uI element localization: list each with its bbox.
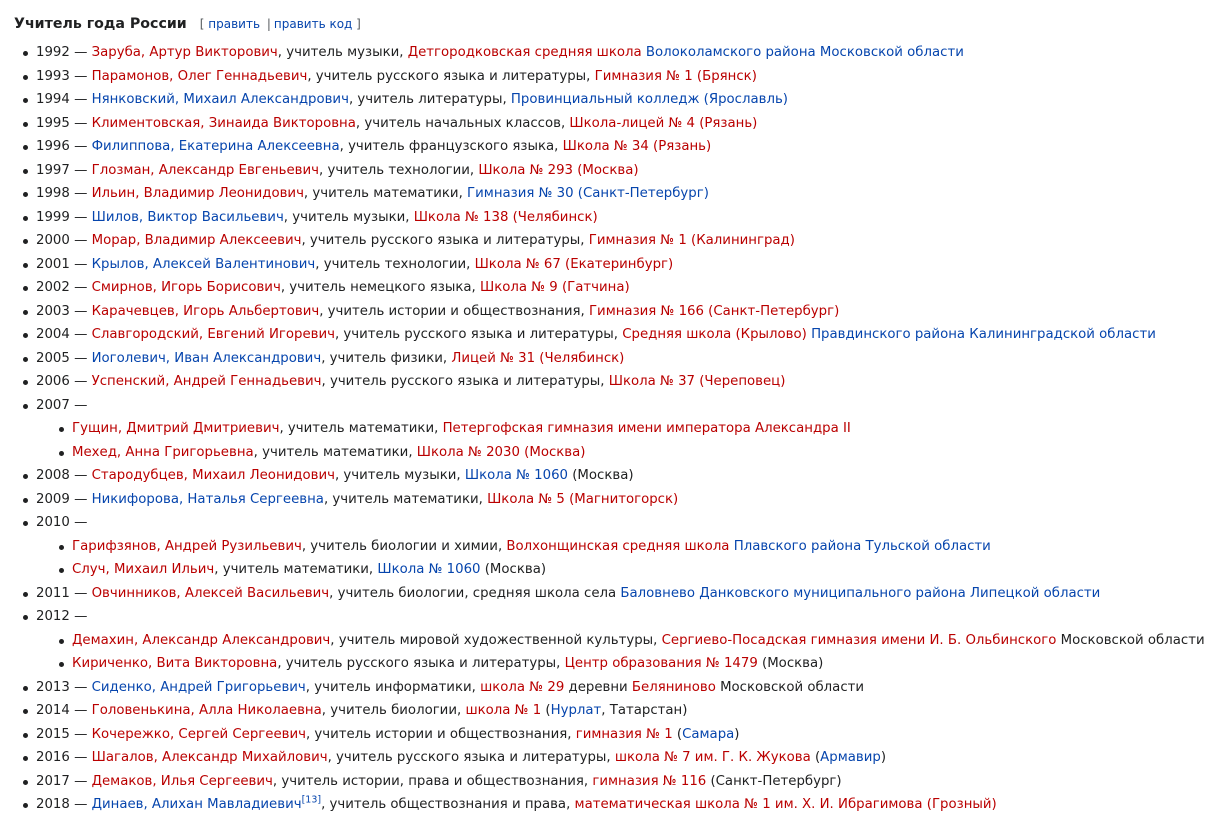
entry-text: ( [810,750,821,765]
entry-link[interactable]: Демахин, Александр Александрович [72,632,331,648]
entry-link[interactable]: Волоколамского района [645,45,816,60]
entry-text: (Санкт-Петербург) [706,773,842,789]
edit-code-link[interactable]: править код [273,17,353,31]
entry-text: , учитель русского языка и литературы, [307,68,595,84]
entry-link[interactable]: Школа № 34 (Рязань) [562,139,712,154]
list-item [22,206,1116,230]
entry-text: 2006 — [36,374,92,389]
entry-text: , учитель информатики, [305,679,481,695]
list-item [22,159,1116,183]
entry-link[interactable]: Смирнов, Игорь Борисович [91,280,281,295]
list-item [22,676,1116,700]
entry-link[interactable]: Шагалов, Александр Михайлович [91,750,328,765]
sub-list-item [58,535,1116,559]
entry-text: ( [541,703,551,718]
entry-link[interactable]: школа № 1 [465,703,542,718]
list-item [22,88,1116,112]
entry-text: 2011 — [36,585,92,601]
list-item [22,300,1116,324]
entry-link[interactable]: Провинциальный колледж (Ярославль) [510,92,788,107]
list-item [22,511,1116,582]
entry-text: 2012 — [36,609,88,624]
entry-text: 1993 — [36,68,92,84]
entry-text: , учитель математики, [214,562,378,577]
entry-link[interactable]: Гимназия № 1 (Брянск) [594,68,757,84]
entry-text: , учитель русского языка и литературы, [334,327,623,342]
entry-text: , учитель музыки, [277,45,408,60]
entry-text: , учитель истории и обществознания, [305,726,576,742]
entry-text: ) [880,750,887,765]
entry-text: , учитель немецкого языка, [280,280,480,295]
list-item [22,699,1116,723]
entry-text: 2007 — [36,397,88,413]
entry-text: 2004 — [36,327,92,342]
entry-link[interactable]: Сергиево-Посадская гимназия имени И. Б. Ольбинского [661,632,1057,648]
edit-section-links [200,13,361,35]
entry-link[interactable]: Гимназия № 166 (Санкт-Петербург) [588,303,840,319]
entry-link[interactable]: Филиппова, Екатерина Алексеевна [91,139,340,154]
entry-text: 2018 — [36,797,92,812]
sub-list-item [58,652,1116,676]
list-item [22,746,1116,770]
entry-link[interactable]: Средняя школа (Крылово) [622,327,807,342]
entry-text: , учитель математики, [253,444,417,460]
entry-text: , учитель технологии, [315,256,475,272]
entry-text: Московской области [1056,632,1205,648]
list-item [22,229,1116,253]
entry-link[interactable]: Ильин, Владимир Леонидович [91,186,304,201]
entry-link[interactable]: Петергофская гимназия имени императора Александра II [442,421,851,436]
entry-link[interactable]: Московской области [819,45,964,60]
entry-text: , учитель литературы, [348,92,511,107]
entry-text: (Москва) [480,562,547,577]
list-item [22,323,1156,347]
entry-link[interactable]: гимназия № 1 [575,726,673,742]
entry-text: , учитель русского языка и литературы, [321,374,609,389]
entry-text: 2008 — [36,468,92,483]
entry-link[interactable]: Заруба, Артур Викторович [91,45,278,60]
entry-link[interactable]: Успенский, Андрей Геннадьевич [91,374,322,389]
list-item [22,347,1116,371]
list-item [22,135,1116,159]
list-item [22,793,1116,817]
sub-list [36,417,1116,464]
entry-link[interactable]: Армавир [820,750,881,765]
entry-text: , учитель биологии, [321,703,466,718]
entry-text: , Татарстан) [601,703,688,718]
entry-text: , учитель технологии, [319,162,479,178]
entry-link[interactable]: Динаев, Алихан Мавладиевич [91,797,302,812]
list-item [22,370,1116,394]
entry-text: , учитель биологии и химии, [301,538,507,554]
entry-link[interactable]: Овчинников, Алексей Васильевич [91,585,330,601]
entry-link[interactable]: Гимназия № 1 (Калининград) [588,233,795,248]
sub-list [36,535,1116,582]
entry-text: (Москва) [568,468,634,483]
entry-text: 2000 — [36,233,92,248]
entry-text: , учитель начальных классов, [355,115,570,131]
sub-list [36,629,1205,676]
entry-link[interactable]: Лицей № 31 (Челябинск) [451,350,625,366]
entry-link[interactable]: гимназия № 116 [592,773,707,789]
entry-link[interactable]: Гарифзянов, Андрей Рузильевич [72,538,302,554]
entry-link[interactable]: Мехед, Анна Григорьевна [72,444,254,460]
entry-link[interactable]: Климентовская, Зинаида Викторовна [91,115,356,131]
entry-text: 1997 — [36,162,92,178]
entry-link[interactable]: Школа № 1060 [377,562,481,577]
entry-text: , учитель французского языка, [339,139,563,154]
entry-text: 1998 — [36,186,92,201]
entry-text: ( [672,726,683,742]
entry-link[interactable]: Школа № 67 (Екатеринбург) [474,256,674,272]
entry-link[interactable]: Правдинского района [811,327,966,342]
section-heading [14,13,1116,35]
entry-text: , учитель физики, [321,350,452,366]
entry-link[interactable]: Парамонов, Олег Геннадьевич [91,68,308,84]
entry-link[interactable]: Кириченко, Вита Викторовна [72,656,278,671]
sub-list-item [58,629,1205,653]
sub-list-item [58,558,1116,582]
entry-link[interactable]: Данковского муниципального района [699,585,966,601]
entry-link[interactable]: Глозман, Александр Евгеньевич [91,162,320,178]
entry-link[interactable]: Случ, Михаил Ильич [72,562,215,577]
list-item [22,488,1116,512]
entry-link[interactable]: Шилов, Виктор Васильевич [91,209,284,225]
entry-text: , учитель русского языка и литературы, [327,750,615,765]
entry-text: , учитель русского языка и литературы, [277,656,565,671]
entry-text: 2003 — [36,303,92,319]
entry-link[interactable]: Самара [682,726,735,742]
entry-text: 2015 — [36,726,92,742]
entry-link[interactable]: Гимназия № 30 (Санкт-Петербург) [467,186,709,201]
list-item [22,112,1116,136]
list-item [22,605,1205,676]
entry-text: 2013 — [36,679,92,695]
entry-link[interactable]: Школа-лицей № 4 (Рязань) [569,115,758,131]
list-item [22,276,1116,300]
entry-link[interactable]: Крылов, Алексей Валентинович [91,256,316,272]
entry-link[interactable]: школа № 29 [480,679,565,695]
entry-link[interactable]: Баловнево [620,585,695,601]
entry-text: , учитель математики, [323,491,488,507]
entry-link[interactable]: Гущин, Дмитрий Дмитриевич [72,421,280,436]
entry-text: ) [734,726,740,742]
entry-link[interactable]: Плавского района [733,538,862,554]
entry-link[interactable]: Школа № 2030 (Москва) [416,444,586,460]
entry-text: 2005 — [36,350,92,366]
entry-link[interactable]: Нурлат [550,703,602,718]
entry-link[interactable]: Головенькина, Алла Николаевна [91,703,322,718]
entry-link[interactable]: Детгородковская средняя школа [407,45,642,60]
entry-link[interactable]: Липецкой области [970,585,1101,601]
entry-link[interactable]: Волхонщинская средняя школа [506,538,730,554]
edit-bracket-open: [ [199,17,205,31]
entry-link[interactable]: Никифорова, Наталья Сергеевна [91,491,324,507]
entry-text: , учитель истории, права и обществознания, [272,773,593,789]
section-title: Учитель года России [14,16,187,32]
entry-link[interactable]: Сиденко, Андрей Григорьевич [91,679,306,695]
entry-text: 1999 — [36,209,92,225]
list-item [22,394,1116,465]
reference-sup [302,795,322,806]
entry-link[interactable]: Морар, Владимир Алексеевич [91,233,302,248]
entry-text: , учитель биологии, средняя школа села [329,585,621,601]
list-item [22,182,1116,206]
entry-link[interactable]: Школа № 1060 [464,468,569,483]
entry-text: , учитель математики, [279,421,443,436]
list-item [22,41,1116,65]
edit-bracket-close: ] [356,17,361,31]
entry-text: Московской области [715,679,865,695]
entry-text: , учитель истории и обществознания, [319,303,589,319]
entry-text: 1995 — [36,115,92,131]
entry-text: 2016 — [36,750,92,765]
list-item [22,582,1116,606]
list-item [22,464,1116,488]
entry-link[interactable]: Нянковский, Михаил Александрович [91,92,349,107]
entry-link[interactable]: Кочережко, Сергей Сергеевич [91,726,306,742]
entry-text: 2014 — [36,703,92,718]
list-item [22,253,1116,277]
entry-link[interactable]: Школа № 293 (Москва) [478,162,639,178]
reference-link[interactable]: [13] [301,794,322,806]
entry-text: 2017 — [36,773,92,789]
entry-link[interactable]: Школа № 5 (Магнитогорск) [487,491,679,507]
entry-text: 2002 — [36,280,92,295]
winners-list [14,41,1205,817]
entry-text: (Москва) [757,656,824,671]
entry-text: 1992 — [36,45,92,60]
entry-link[interactable]: школа № 7 им. Г. К. Жукова [614,750,811,765]
entry-link[interactable]: математическая школа № 1 им. Х. И. Ибрагимова (Грозный) [574,797,997,812]
sub-list-item [58,417,1116,441]
list-item [22,65,1116,89]
entry-link[interactable]: Славгородский, Евгений Игоревич [91,327,335,342]
entry-text: 1994 — [36,92,92,107]
entry-text: , учитель русского языка и литературы, [301,233,589,248]
entry-link[interactable]: Школа № 138 (Челябинск) [413,209,598,225]
entry-text: деревни [564,679,632,695]
entry-link[interactable]: Беляниново [631,679,716,695]
entry-text: , учитель музыки, [334,468,465,483]
entry-link[interactable]: Карачевцев, Игорь Альбертович [91,303,320,319]
entry-text: , учитель музыки, [283,209,414,225]
entry-link[interactable]: Демаков, Илья Сергеевич [91,773,273,789]
entry-link[interactable]: Тульской области [865,538,991,554]
entry-link[interactable]: Школа № 9 (Гатчина) [479,280,630,295]
entry-link[interactable]: Иоголевич, Иван Александрович [91,350,322,366]
entry-text: , учитель математики, [303,186,468,201]
entry-text: 2009 — [36,491,92,507]
entry-link[interactable]: Калининградской области [969,327,1156,342]
entry-text: 2001 — [36,256,92,272]
list-item [22,723,1116,747]
entry-text: 2010 — [36,515,88,530]
entry-link[interactable]: Школа № 37 (Череповец) [608,374,786,389]
entry-text: , учитель обществознания и права, [321,797,575,812]
edit-link[interactable]: править [208,17,261,31]
entry-text: 1996 — [36,139,92,154]
list-item [22,770,1116,794]
entry-text: , учитель мировой художественной культуры, [330,632,662,648]
sub-list-item [58,441,1116,465]
entry-link[interactable]: Стародубцев, Михаил Леонидович [91,468,335,483]
edit-separator: | [266,17,271,31]
entry-link[interactable]: Центр образования № 1479 [564,656,758,671]
